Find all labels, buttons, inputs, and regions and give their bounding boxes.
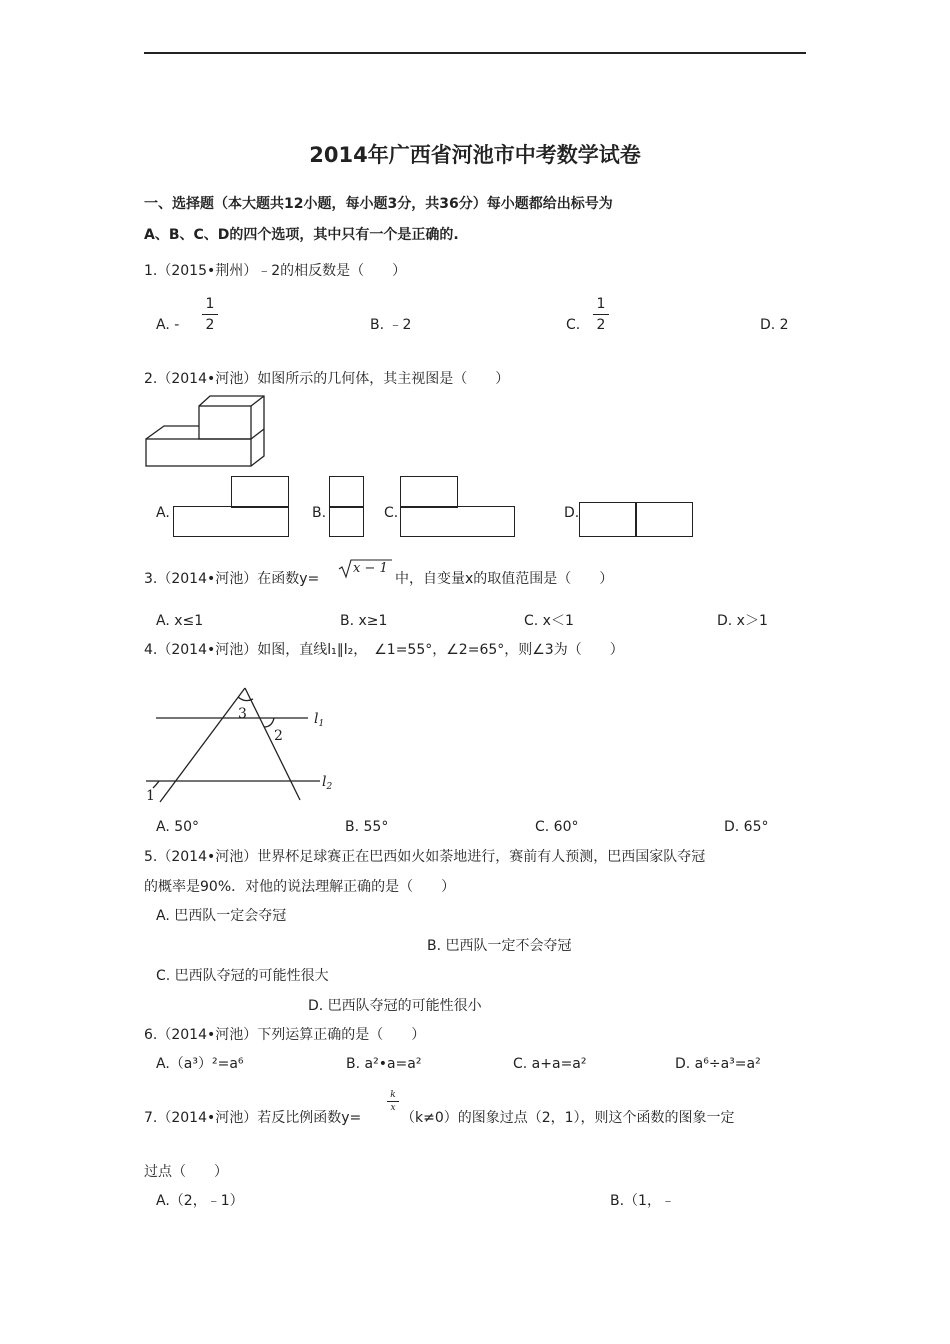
q4-angle1-arc	[153, 781, 159, 788]
q2-option-b-label[interactable]: B.	[312, 505, 327, 521]
q3-option-a[interactable]: A. x≤1	[156, 613, 204, 629]
q6-stem: 6.（2014•河池）下列运算正确的是（ ）	[144, 1027, 426, 1043]
q4-stem: 4.（2014•河池）如图，直线l₁∥l₂， ∠1=55°，∠2=65°，则∠3为（ ）	[144, 642, 624, 658]
section-heading-line2: A、B、C、D的四个选项，其中只有一个是正确的.	[144, 227, 459, 243]
q3-stem-prefix: 3.（2014•河池）在函数y=	[144, 571, 320, 587]
q3-option-c[interactable]: C. x＜1	[524, 613, 574, 629]
q2-solid-figure	[142, 393, 272, 471]
q2-option-c-bottom-box[interactable]	[400, 506, 515, 537]
q2-option-d-right-box[interactable]	[635, 502, 693, 537]
q4-l1-label: $l_1$	[314, 711, 325, 729]
q6-option-b[interactable]: B. a²•a=a²	[346, 1056, 422, 1072]
q5-stem-line1: 5.（2014•河池）世界杯足球赛正在巴西如火如荼地进行，赛前有人预测，巴西国家队夺冠	[144, 849, 706, 865]
q4-parallel-lines-figure	[140, 682, 340, 807]
q1-option-a-prefix: A. -	[156, 317, 180, 333]
q7-stem-line2: 过点（ ）	[144, 1164, 228, 1180]
q4-transversal-left	[160, 688, 245, 802]
q1-option-a-fraction	[202, 296, 218, 333]
q7-option-a[interactable]: A.（2，﹣1）	[156, 1193, 244, 1209]
q1-option-b[interactable]: B. ﹣2	[370, 317, 412, 333]
q2-option-a-bottom-box[interactable]	[173, 506, 289, 537]
q4-option-d[interactable]: D. 65°	[724, 819, 769, 835]
q5-option-a[interactable]: A. 巴西队一定会夺冠	[156, 908, 287, 924]
q2-option-a-label[interactable]: A.	[156, 505, 170, 521]
q2-option-d-left-box[interactable]	[579, 502, 637, 537]
q3-stem-suffix: 中，自变量x的取值范围是（ ）	[395, 571, 614, 587]
page-title: 2014年广西省河池市中考数学试卷	[309, 143, 641, 167]
q6-option-d[interactable]: D. a⁶÷a³=a²	[675, 1056, 761, 1072]
q4-angle1-label: 1	[146, 788, 155, 804]
q2-lower-front-face	[146, 439, 251, 466]
q2-option-c-top-box[interactable]	[400, 476, 458, 508]
q6-option-a[interactable]: A.（a³）²=a⁶	[156, 1056, 244, 1072]
q1-option-d[interactable]: D. 2	[760, 317, 789, 333]
q2-stem: 2.（2014•河池）如图所示的几何体，其主视图是（ ）	[144, 371, 510, 387]
q2-option-b-top-box[interactable]	[329, 476, 364, 508]
q2-option-a-top-box[interactable]	[231, 476, 289, 508]
q4-option-c[interactable]: C. 60°	[535, 819, 579, 835]
q1-option-c[interactable]: C.	[566, 317, 581, 333]
q4-transversal-right	[245, 688, 300, 800]
q3-radicand: x − 1	[353, 561, 388, 576]
q5-option-b[interactable]: B. 巴西队一定不会夺冠	[427, 938, 572, 954]
q1-c-numerator: 1	[596, 296, 606, 312]
q2-upper-front-face	[199, 406, 251, 439]
q1-c-denominator: 2	[596, 317, 606, 333]
q2-option-d-label[interactable]: D.	[564, 505, 580, 521]
q7-stem-prefix: 7.（2014•河池）若反比例函数y=	[144, 1110, 362, 1126]
q2-option-c-label[interactable]: C.	[384, 505, 399, 521]
q7-stem-suffix: （k≠0）的图象过点（2，1），则这个函数的图象一定	[401, 1110, 735, 1126]
q7-option-b[interactable]: B.（1，﹣	[610, 1193, 675, 1209]
q4-option-a[interactable]: A. 50°	[156, 819, 200, 835]
q6-option-c[interactable]: C. a+a=a²	[513, 1056, 587, 1072]
header-rule	[144, 52, 806, 54]
q3-option-b[interactable]: B. x≥1	[340, 613, 388, 629]
q7-frac-denominator: x	[390, 1103, 396, 1113]
q5-option-d[interactable]: D. 巴西队夺冠的可能性很小	[308, 998, 482, 1014]
q5-stem-line2: 的概率是90%．对他的说法理解正确的是（ ）	[144, 879, 456, 895]
q3-option-d[interactable]: D. x＞1	[717, 613, 768, 629]
q7-fraction	[387, 1090, 399, 1113]
q1-option-a[interactable]	[156, 316, 179, 334]
q4-angle2-arc	[264, 718, 274, 727]
q4-angle3-label: 3	[238, 706, 247, 722]
q7-frac-numerator: k	[390, 1090, 396, 1100]
q4-l2-label: $l_2$	[322, 774, 333, 792]
q4-option-b[interactable]: B. 55°	[345, 819, 389, 835]
q1-option-c-fraction	[593, 296, 609, 333]
section-heading-line1: 一、选择题（本大题共12小题，每小题3分，共36分）每小题都给出标号为	[144, 196, 613, 212]
q5-option-c[interactable]: C. 巴西队夺冠的可能性很大	[156, 968, 329, 984]
q1-stem: 1.（2015•荆州）﹣2的相反数是（ ）	[144, 263, 407, 279]
q1-a-numerator: 1	[205, 296, 215, 312]
q2-option-b-bottom-box[interactable]	[329, 506, 364, 537]
q1-a-denominator: 2	[205, 317, 215, 333]
q4-angle2-label: 2	[274, 728, 283, 744]
